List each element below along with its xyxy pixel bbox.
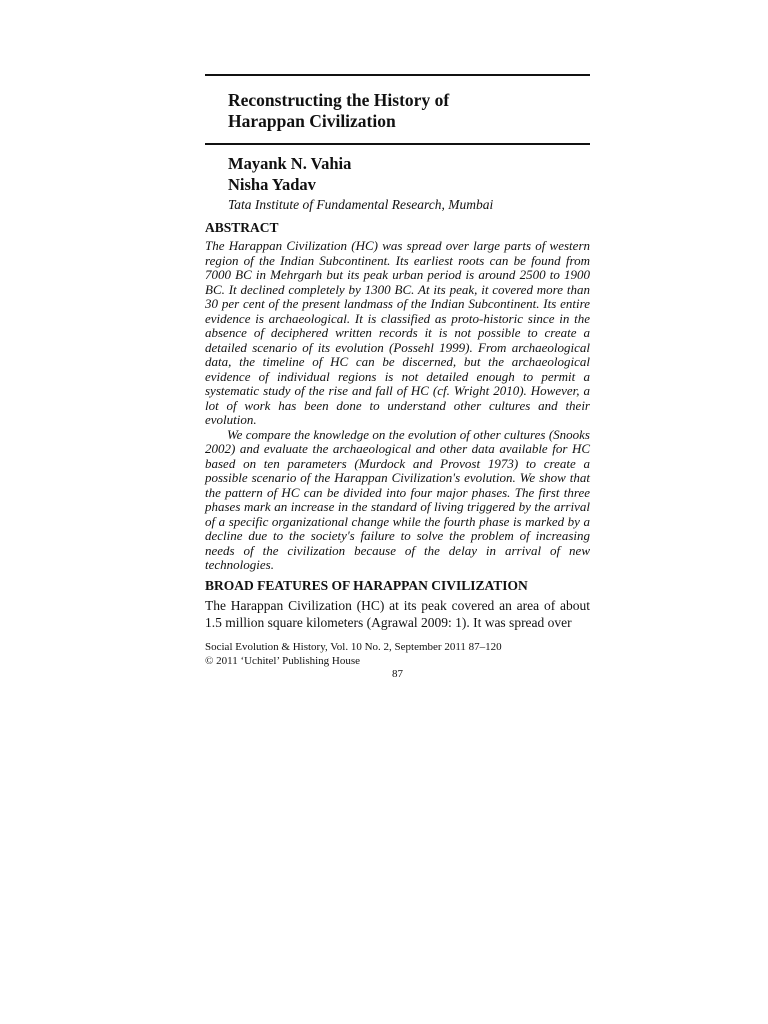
top-rule (205, 74, 590, 76)
abstract-heading: ABSTRACT (205, 220, 279, 235)
title-rule (205, 143, 590, 145)
title-line-2: Harappan Civilization (228, 111, 396, 131)
copyright-notice: © 2011 ‘Uchitel’ Publishing House (205, 655, 361, 667)
author-block (228, 153, 588, 215)
journal-citation: Social Evolution & History, Vol. 10 No. 2, September 2011 87–120 (205, 641, 502, 653)
abstract-paragraph: The Harappan Civilization (HC) was spread over large parts of western region of the Indian Subcontinent. Its earliest roots can be found from 7000 BC in Mehrgarh but its peak urban period is around 2500 to 1900 BC. It declined completely by 1300 BC. At its peak, it covered more than 30 per cent of the present landmass of the Indian Subcontinent. Its entire evidence is archaeological. It is classified as proto-historic since in the absence of deciphered written records it is not possible to create a detailed scenario of its evolution (Possehl 1999). From archaeological data, the timeline of HC can be discerned, but the archaeological evidence of individual regions is not detailed enough to permit a systematic study of the rise and fall of HC (cf. Wright 2010). However, a lot of work has been done to understand other cultures and their evolution. (205, 238, 590, 427)
abstract-body (205, 239, 590, 573)
journal-footer (205, 640, 590, 668)
abstract-paragraph: We compare the knowledge on the evolution of other cultures (Snooks 2002) and evaluate the archaeological and other data available for HC based on ten parameters (Murdock and Provost 1973) to create a possible scenario of the Harappan Civilization's evolution. We show that the pattern of HC can be divided into four major phases. The first three phases mark an increase in the standard of living triggered by the arrival of a specific organizational change while the fourth phase is marked by a decline due to the society's failure to solve the problem of increasing needs of the civilization because of the delay in arrival of new technologies. (205, 426, 590, 572)
title-line-1: Reconstructing the History of (228, 90, 450, 110)
author-name: Mayank N. Vahia (228, 154, 352, 173)
section-heading: BROAD FEATURES OF HARAPPAN CIVILIZATION (205, 578, 528, 593)
author-name: Nisha Yadav (228, 175, 316, 194)
author-affiliation: Tata Institute of Fundamental Research, Mumbai (228, 197, 494, 212)
paper-title (228, 90, 588, 132)
section-body-text: The Harappan Civilization (HC) at its peak covered an area of about 1.5 million square kilometers (Agrawal 2009: 1). It was spread over (205, 598, 590, 630)
page-number: 87 (392, 668, 403, 680)
